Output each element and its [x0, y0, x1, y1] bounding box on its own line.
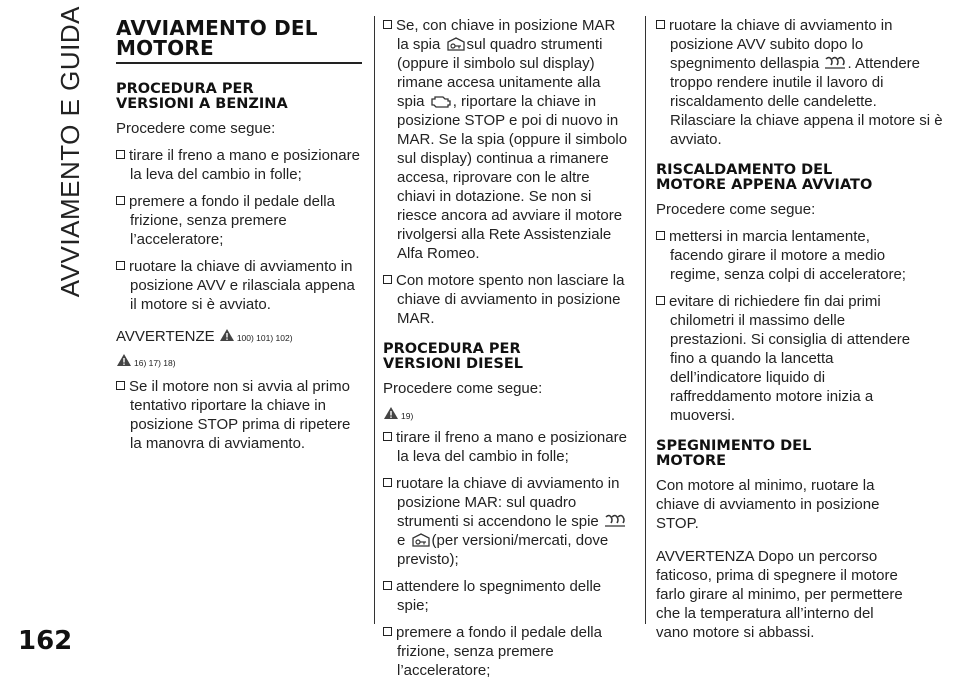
checkbox-bullet-icon: [656, 296, 665, 305]
warning-refs: 100) 101) 102): [236, 333, 293, 343]
warning-paragraph: AVVERTENZA Dopo un percorso faticoso, prima di spegnere il motore farlo girare al minimo, per permettere che la temperatura all’interno del vano motore si abbassi.: [656, 548, 903, 641]
checkbox-bullet-icon: [383, 478, 392, 487]
list-item: ruotare la chiave di avviamento in posizione AVV e rilasciala appena il motore si è avviato.: [116, 257, 362, 314]
checkbox-bullet-icon: [383, 20, 392, 29]
warning-triangle-icon: [116, 353, 132, 367]
checkbox-bullet-icon: [383, 581, 392, 590]
list-item: tirare il freno a mano e posizionare la leva del cambio in folle;: [383, 428, 629, 466]
list-item: evitare di richiedere fin dai primi chilometri il massimo delle prestazioni. Si consiglia di attendere fino a quando la lancetta dell’indicatore liquido di raffreddamento motore inizia a muoversi.: [656, 292, 920, 425]
immobilizer-icon: [445, 36, 467, 52]
subsection-heading: PROCEDURA PER VERSIONI DIESEL: [383, 341, 523, 372]
glow-plug-icon: [603, 513, 627, 529]
column-divider: [645, 16, 646, 624]
list-item: Se, con chiave in posizione MAR la spia sul quadro strumenti (oppure il simbolo sul display) rimane accesa unitamente alla spia , riportare la chiave in posizione STOP e poi di nuovo in MAR. Se la spia (oppure il simbolo sul display) continua a rimanere accesa, riprovare con le altre chiavi in dotazione. Se non si riesce ancora ad avviare il motore rivolgersi alla Rete Assistenziale Alfa Romeo.: [383, 16, 629, 263]
checkbox-bullet-icon: [656, 231, 665, 240]
warning-refs: 16) 17) 18): [134, 358, 176, 368]
heading-rule: [116, 62, 362, 64]
page-number: 162: [18, 626, 73, 656]
list-item: ruotare la chiave di avviamento in posizione AVV subito dopo lo spegnimento dellaspia . Attendere troppo rendere inutile il lavoro di riscaldamento delle candelette. Rilasciare la chiave appena il motore si è avviato.: [656, 16, 946, 149]
body-text: Con motore al minimo, ruotare la chiave di avviamento in posizione STOP.: [656, 477, 880, 532]
immobilizer-icon: [410, 532, 432, 548]
column-1: [116, 16, 362, 461]
column-divider: [374, 16, 375, 624]
intro-text: Procedere come segue:: [116, 120, 276, 137]
checkbox-bullet-icon: [116, 261, 125, 270]
warning-label: AVVERTENZE: [116, 328, 215, 345]
checkbox-bullet-icon: [116, 196, 125, 205]
warning-line: [116, 328, 362, 347]
engine-failure-icon: [429, 93, 453, 109]
checkbox-bullet-icon: [383, 627, 392, 636]
checkbox-bullet-icon: [383, 275, 392, 284]
subsection-heading: SPEGNIMENTO DEL MOTORE: [656, 438, 812, 469]
list-item: Con motore spento non lasciare la chiave di avviamento in posizione MAR.: [383, 271, 629, 328]
list-item: tirare il freno a mano e posizionare la leva del cambio in folle;: [116, 146, 362, 184]
checkbox-bullet-icon: [116, 381, 125, 390]
warning-line: [383, 406, 629, 424]
warning-refs: 19): [401, 411, 414, 421]
intro-text: Procedere come segue:: [383, 380, 543, 397]
list-item: ruotare la chiave di avviamento in posizione MAR: sul quadro strumenti si accendono le spie e (per versioni/mercati, dove previsto);: [383, 474, 629, 569]
checkbox-bullet-icon: [116, 150, 125, 159]
list-item: Se il motore non si avvia al primo tentativo riportare la chiave in posizione STOP prima di ripetere la manovra di avviamento.: [116, 377, 362, 453]
list-item: premere a fondo il pedale della frizione, senza premere l’acceleratore;: [116, 192, 362, 249]
warning-triangle-icon: [219, 328, 235, 342]
subsection-heading: PROCEDURA PER VERSIONI A BENZINA: [116, 81, 288, 112]
subsection-heading: RISCALDAMENTO DEL MOTORE APPENA AVVIATO: [656, 162, 873, 193]
warning-triangle-icon: [383, 406, 399, 420]
column-3: [656, 16, 946, 642]
list-item: attendere lo spegnimento delle spie;: [383, 577, 629, 615]
checkbox-bullet-icon: [656, 20, 665, 29]
checkbox-bullet-icon: [383, 432, 392, 441]
column-2: [383, 16, 629, 688]
list-item: mettersi in marcia lentamente, facendo girare il motore a medio regime, senza colpi di acceleratore;: [656, 227, 920, 284]
intro-text: Procedere come segue:: [656, 201, 816, 218]
section-heading: AVVIAMENTO DEL MOTORE: [116, 16, 318, 60]
list-item: premere a fondo il pedale della frizione, senza premere l’acceleratore;: [383, 623, 629, 680]
glow-plug-icon: [823, 55, 847, 71]
section-side-title: AVVIAMENTO E GUIDA: [55, 6, 85, 298]
warning-line: [116, 353, 362, 371]
